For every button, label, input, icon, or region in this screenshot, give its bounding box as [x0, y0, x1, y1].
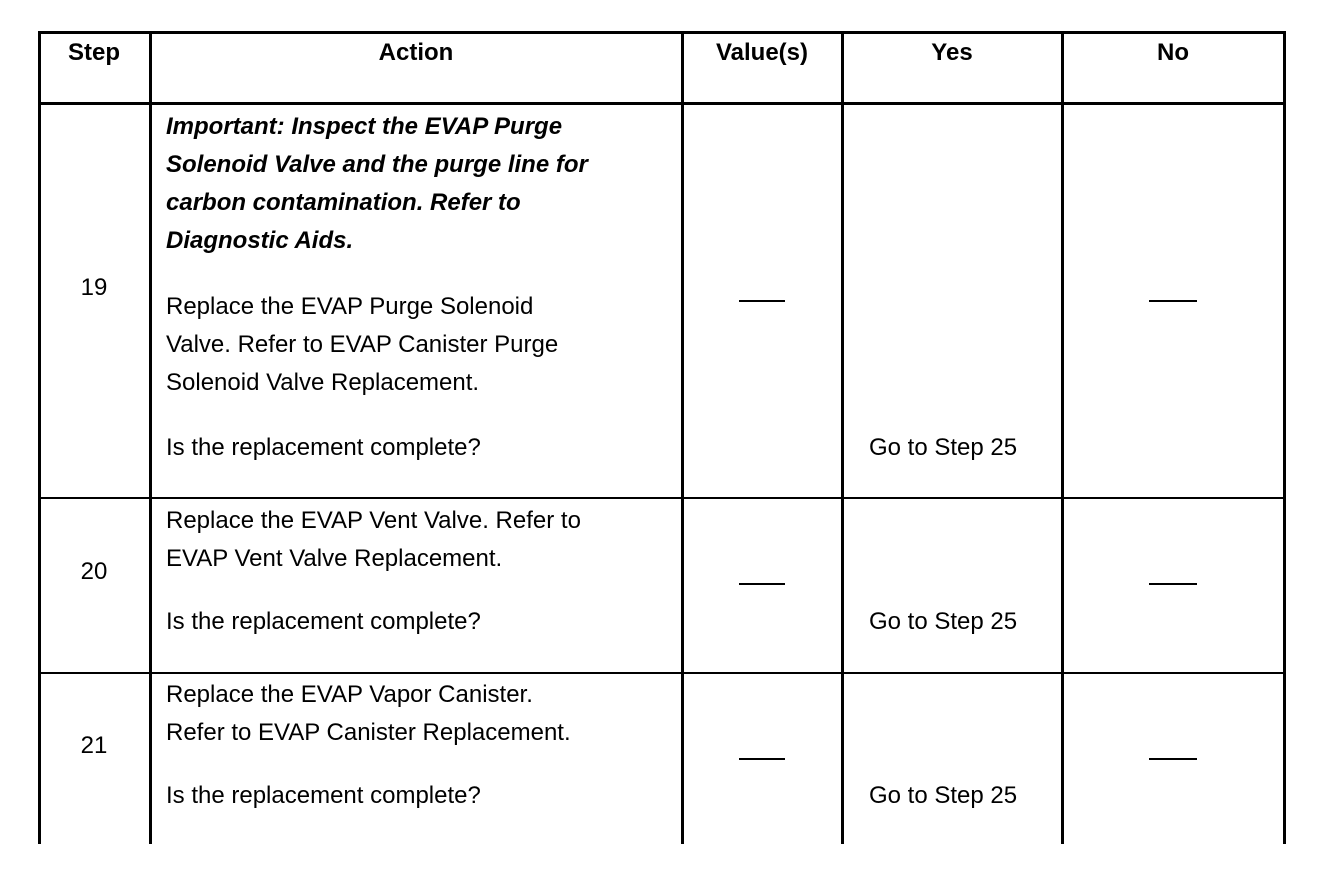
yes-action: Go to Step 25	[869, 782, 1018, 809]
action-text: Replace the EVAP Vent Valve. Refer to	[166, 507, 581, 534]
table-border-right	[1283, 31, 1286, 844]
action-text: EVAP Vent Valve Replacement.	[166, 545, 503, 572]
header-no: No	[1157, 39, 1189, 66]
important-note: Important: Inspect the EVAP Purge	[166, 113, 563, 140]
header-step: Step	[67, 39, 120, 66]
step-number: 21	[80, 732, 108, 759]
header-values: Value(s)	[715, 39, 809, 66]
header-divider	[38, 102, 1286, 105]
value-dash	[739, 758, 785, 760]
table-border-top	[38, 31, 1286, 34]
question-text: Is the replacement complete?	[166, 434, 481, 461]
step-number: 19	[80, 274, 108, 301]
row-divider	[38, 497, 1286, 499]
table-border-left	[38, 31, 41, 844]
column-divider	[841, 31, 844, 844]
question-text: Is the replacement complete?	[166, 782, 481, 809]
diagnostic-table	[38, 31, 1286, 844]
question-text: Is the replacement complete?	[166, 608, 481, 635]
action-text: Solenoid Valve Replacement.	[166, 369, 480, 396]
yes-action: Go to Step 25	[869, 608, 1018, 635]
column-divider	[149, 31, 152, 844]
header-action: Action	[378, 39, 454, 66]
value-dash	[739, 583, 785, 585]
value-dash	[739, 300, 785, 302]
yes-action: Go to Step 25	[869, 434, 1018, 461]
no-dash	[1149, 300, 1197, 302]
action-text: Refer to EVAP Canister Replacement.	[166, 719, 571, 746]
important-note: Diagnostic Aids.	[166, 227, 354, 254]
no-dash	[1149, 758, 1197, 760]
no-dash	[1149, 583, 1197, 585]
header-yes: Yes	[931, 39, 973, 66]
column-divider	[1061, 31, 1064, 844]
column-divider	[681, 31, 684, 844]
action-text: Replace the EVAP Purge Solenoid	[166, 293, 534, 320]
step-number: 20	[80, 558, 108, 585]
action-text: Valve. Refer to EVAP Canister Purge	[166, 331, 559, 358]
row-divider	[38, 672, 1286, 674]
important-note: carbon contamination. Refer to	[166, 189, 521, 216]
important-note: Solenoid Valve and the purge line for	[166, 151, 588, 178]
action-text: Replace the EVAP Vapor Canister.	[166, 681, 533, 708]
